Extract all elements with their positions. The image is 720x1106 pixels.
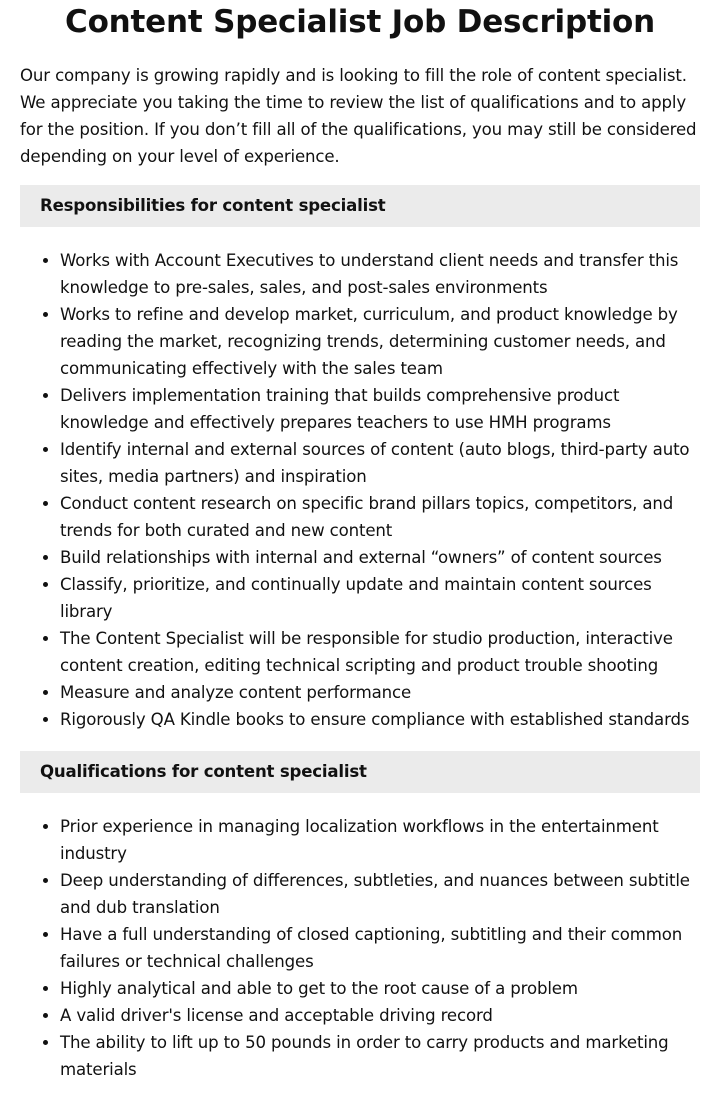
page-title: Content Specialist Job Description xyxy=(65,4,655,40)
responsibilities-list xyxy=(20,247,700,733)
list-item: • Have a full understanding of closed captioning, subtitling and their common failures or technical challenges xyxy=(60,921,700,975)
list-item: • Identify internal and external sources of content (auto blogs, third-party auto sites, media partners) and inspiration xyxy=(60,436,700,490)
list-item: • Rigorously QA Kindle books to ensure compliance with established standards xyxy=(60,706,700,733)
list-item: • Works with Account Executives to understand client needs and transfer this knowledge to pre-sales, sales, and post-sales environments xyxy=(60,247,700,301)
list-item: • The ability to lift up to 50 pounds in order to carry products and marketing materials xyxy=(60,1029,700,1083)
list-item: • Deep understanding of differences, subtleties, and nuances between subtitle and dub translation xyxy=(60,867,700,921)
list-item: • Works to refine and develop market, curriculum, and product knowledge by reading the market, recognizing trends, determining customer needs, and communicating effectively with the sales team xyxy=(60,301,700,382)
list-item: • Build relationships with internal and external “owners” of content sources xyxy=(60,544,700,571)
list-item: • The Content Specialist will be responsible for studio production, interactive content creation, editing technical scripting and product trouble shooting xyxy=(60,625,700,679)
responsibilities-heading: Responsibilities for content specialist xyxy=(20,185,700,227)
list-item: • A valid driver's license and acceptable driving record xyxy=(60,1002,700,1029)
list-item: • Classify, prioritize, and continually update and maintain content sources library xyxy=(60,571,700,625)
qualifications-list xyxy=(20,813,700,1083)
list-item: • Prior experience in managing localization workflows in the entertainment industry xyxy=(60,813,700,867)
list-item: • Highly analytical and able to get to the root cause of a problem xyxy=(60,975,700,1002)
list-item: • Delivers implementation training that builds comprehensive product knowledge and effectively prepares teachers to use HMH programs xyxy=(60,382,700,436)
list-item: • Measure and analyze content performance xyxy=(60,679,700,706)
intro-paragraph: Our company is growing rapidly and is looking to fill the role of content specialist. We appreciate you taking the time to review the list of qualifications and to apply for the position. If you don’t fill all of the qualifications, you may still be considered depending on your level of experience. xyxy=(20,66,697,166)
qualifications-heading: Qualifications for content specialist xyxy=(20,751,700,793)
list-item: • Conduct content research on specific brand pillars topics, competitors, and trends for both curated and new content xyxy=(60,490,700,544)
